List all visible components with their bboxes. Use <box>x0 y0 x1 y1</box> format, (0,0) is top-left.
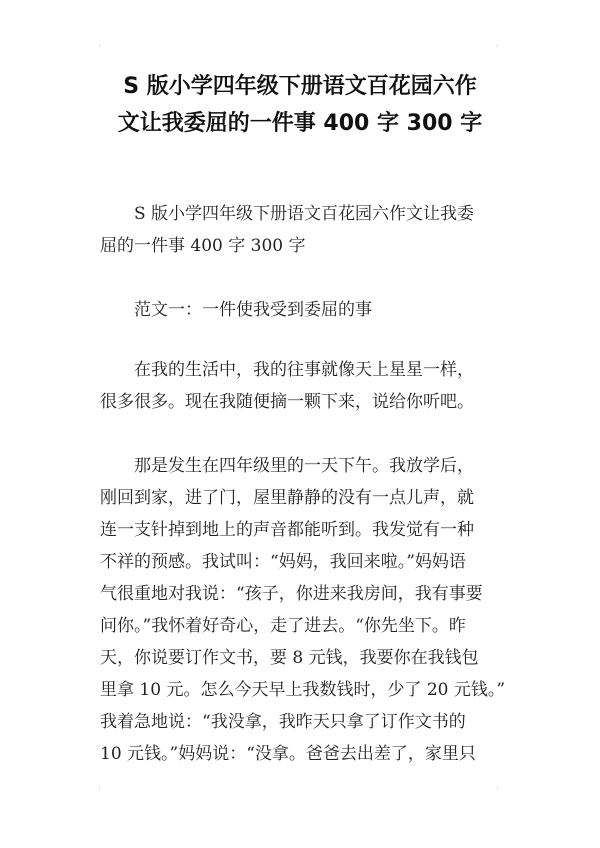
paragraph-line: 天，你说要订作文书，要 8 元钱，我要你在我钱包 <box>100 648 479 668</box>
paragraph-line: 10 元钱。”妈妈说：“没拿。爸爸去出差了，家里只 <box>100 744 476 764</box>
corner-mark-top-right: ' <box>496 43 499 54</box>
corner-mark-bottom-right: ' <box>496 785 499 796</box>
corner-mark-bottom-left: ' <box>98 785 101 796</box>
title-line: 文让我委屈的一件事 400 字 300 字 <box>117 111 483 136</box>
paragraph-line: 屈的一件事 400 字 300 字 <box>100 236 306 256</box>
paragraph-line: 很多很多。现在我随便摘一颗下来，说给你听吧。 <box>100 392 474 412</box>
paragraph-line: 那是发生在四年级里的一天下午。我放学后， <box>134 456 474 476</box>
paragraph-line: 刚回到家，进了门，屋里静静的没有一点儿声，就 <box>100 488 474 508</box>
title-line: S 版小学四年级下册语文百花园六作 <box>123 74 477 99</box>
paragraph-line: 我着急地说：“我没拿，我昨天只拿了订作文书的 <box>100 712 466 732</box>
paragraph-story <box>100 450 506 770</box>
paragraph-intro <box>100 354 500 418</box>
paragraph-line: 在我的生活中，我的往事就像天上星星一样， <box>134 360 474 380</box>
paragraph-line: 范文一：一件使我受到委屈的事 <box>134 300 372 320</box>
paragraph-sample-label <box>100 294 500 326</box>
paragraph-line: 连一支针掉到地上的声音都能听到。我发觉有一种 <box>100 520 474 540</box>
paragraph-line: 问你。”我怀着好奇心，走了进去。“你先坐下。昨 <box>100 616 466 636</box>
paragraph-line: 不祥的预感。我试叫：“妈妈，我回来啦。”妈妈语 <box>100 552 466 572</box>
paragraph-line: S 版小学四年级下册语文百花园六作文让我委 <box>134 204 475 224</box>
paragraph-heading-repeat <box>100 198 500 262</box>
document-title <box>60 68 540 142</box>
paragraph-line: 里拿 10 元。怎么今天早上我数钱时，少了 20 元钱。” <box>100 680 506 700</box>
corner-mark-top-left: ' <box>98 43 101 54</box>
paragraph-line: 气很重地对我说：“孩子，你进来我房间，我有事要 <box>100 584 483 604</box>
